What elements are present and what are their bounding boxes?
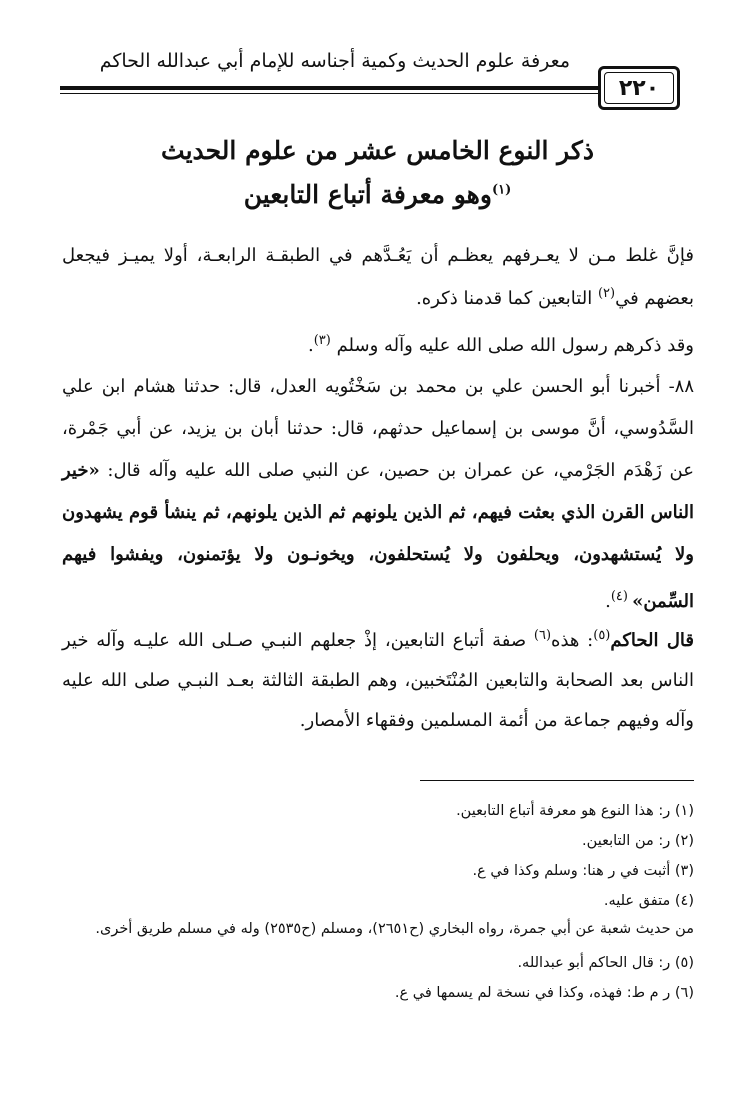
hakim-note-6: (٦) [533,628,552,643]
running-title: معرفة علوم الحديث وكمية أجناسه للإمام أبي عبدالله الحاكم [99,50,570,72]
hadith-88-end: . [605,591,611,612]
header-rule-thick [60,86,598,90]
section-title-line1: ذكر النوع الخامس عشر من علوم الحديث [161,136,594,165]
hadith-88-paragraph [62,366,694,623]
paragraph-1 [62,237,694,318]
paragraph-1-text-a: فإنَّ غلط مـن لا يعـرفهم يعظـم أن يَعُـدَّهم في الطبقـة الرابعـة، أولا يميـز فيجعل بعضهم في [62,245,694,309]
hakim-comment-paragraph [62,616,694,741]
hakim-label: قال الحاكم [610,630,694,651]
footnote-2: (٢) ر: من التابعين. [582,833,694,849]
paragraph-2-note: (٣) [313,333,331,348]
hakim-text-b: صفة أتباع التابعين، إذْ جعلهم النبـي صـلى الله عليـه وآله خير الناس بعد الصحابة والتابعين المُنْتَخبين، وهم الطبقة الثالثة بعـد النبـي صلى الله عليه وآله وفيهم جماعة من أئمة المسلمين وفقهاء الأمصار. [62,630,694,731]
footnote-6: (٦) ر م ط: فهذه، وكذا في نسخة لم يسمها في ع. [394,985,694,1001]
footnote-4: (٤) متفق عليه. [603,893,694,909]
footnote-5: (٥) ر: قال الحاكم أبو عبدالله. [517,955,694,971]
paragraph-2-text: وقد ذكرهم رسول الله صلى الله عليه وآله وسلم [330,335,694,356]
hadith-88-matn: «خير الناس القرن الذي بعثت فيهم، ثم الذين يلونهم ثم الذين يلونهم، ثم ينشأ قوم يشهدون ولا يُستشهدون، ويحلفون ولا يُستحلفون، ويخونـون ولا يؤتمنون، ويفشوا فيهم السِّمن» [62,460,694,612]
section-title-text: وهو معرفة أتباع التابعين [243,180,492,209]
header-rule-thin [60,93,598,94]
hadith-88-isnad: ٨٨- أخبرنا أبو الحسن علي بن محمد بن سَخْتُويه العدل، قال: حدثنا هشام ابن علي السَّدُوسي، أنَّ موسى بن إسماعيل حدثهم، قال: حدثنا أبان بن يزيد، عن أبي جَمْرة، عن زَهْدَم الجَرْمي، عن عمران بن حصين، عن النبي صلى الله عليه وآله قال: [62,376,694,481]
section-title-line2 [60,180,695,209]
section-title-note: (١) [491,182,512,198]
hakim-text-a: : هذه [551,630,594,651]
paragraph-2 [62,322,694,365]
paragraph-2-end: . [307,335,314,356]
paragraph-1-text-b: التابعين كما قدمنا ذكره. [416,288,598,309]
footnote-1: (١) ر: هذا النوع هو معرفة أتباع التابعين. [456,803,694,819]
footnote-4-detail: من حديث شعبة عن أبي جمرة، رواه البخاري (ح٢٦٥١)، ومسلم (ح٢٥٣٥) وله في مسلم طريق أخرى. [95,921,694,937]
footnote-3: (٣) أثبت في ر هنا: وسلم وكذا في ع. [472,863,694,879]
footnotes [62,796,694,1008]
page-number: ٢٢٠ [598,66,680,110]
hakim-note-5: (٥) [593,628,611,643]
hadith-88-note: (٤) [610,589,633,604]
page-header [60,38,700,104]
footnote-separator [420,780,694,781]
paragraph-1-note: (٢) [597,286,616,301]
